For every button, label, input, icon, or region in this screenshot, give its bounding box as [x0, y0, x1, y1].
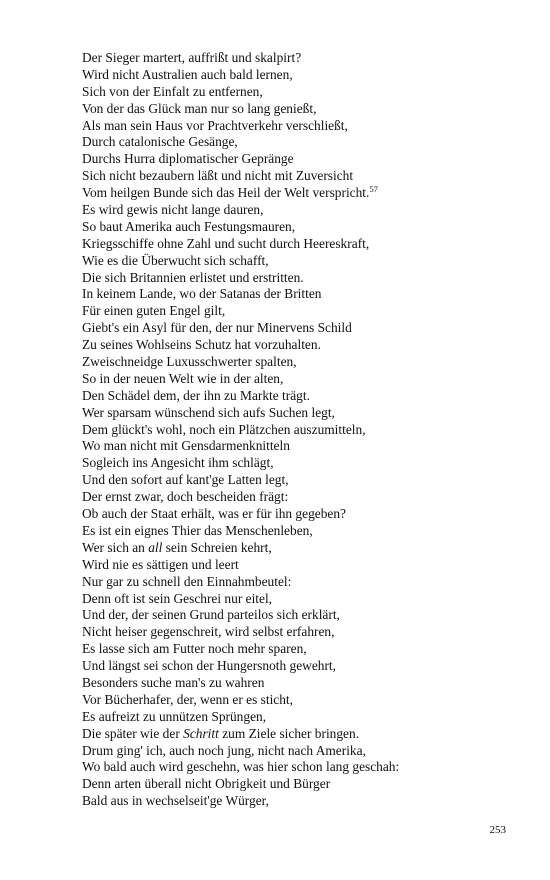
line-text: Ob auch der Staat erhält, was er für ihn gegeben?: [82, 506, 346, 522]
poem-line: [82, 236, 522, 253]
line-text: zum Ziele sicher bringen.: [218, 725, 360, 741]
line-text: Sich nicht bezaubern läßt und nicht mit Zuversicht: [82, 168, 354, 184]
poem-line: [82, 675, 522, 692]
poem-line: [82, 692, 522, 709]
poem-line: [82, 776, 522, 793]
emphasized-text: all: [148, 539, 163, 555]
poem-line: [82, 84, 522, 101]
poem-line: [82, 574, 522, 591]
line-text: Es aufreizt zu unnützen Sprüngen,: [82, 708, 267, 724]
line-text: Wo man nicht mit Gensdarmenknitteln: [82, 438, 290, 454]
poem-line: [82, 607, 522, 624]
line-text: Vom heilgen Bunde sich das Heil der Welt verspricht.: [82, 185, 370, 201]
line-text: Und der, der seinen Grund parteilos sich erklärt,: [82, 607, 340, 623]
poem-line: [82, 641, 522, 658]
poem-line: [82, 506, 522, 523]
poem-line: [82, 320, 522, 337]
line-text: Giebt's ein Asyl für den, der nur Minervens Schild: [82, 320, 352, 336]
line-text: Und längst sei schon der Hungersnoth gewehrt,: [82, 658, 336, 674]
line-text: So in der neuen Welt wie in der alten,: [82, 370, 284, 386]
line-text: Für einen guten Engel gilt,: [82, 303, 226, 319]
poem-line: [82, 101, 522, 118]
poem-line: [82, 202, 522, 219]
line-text: Sogleich ins Angesicht ihm schlägt,: [82, 455, 274, 471]
line-text: Wer sich an: [82, 539, 149, 555]
poem-line: [82, 337, 522, 354]
poem-line: [82, 134, 522, 151]
line-text: Bald aus in wechselseit'ge Würger,: [82, 793, 269, 809]
poem-line: [82, 405, 522, 422]
poem-line: [82, 50, 522, 67]
poem-line: [82, 151, 522, 168]
line-text: Und den sofort auf kant'ge Latten legt,: [82, 472, 289, 488]
poem-line: [82, 759, 522, 776]
poem-line: [82, 67, 522, 84]
poem-line: [82, 118, 522, 135]
line-text: Es lasse sich am Futter noch mehr sparen,: [82, 641, 307, 657]
line-text: Von der das Glück man nur so lang genießt,: [82, 100, 317, 116]
poem-line: [82, 726, 522, 743]
poem-line: [82, 709, 522, 726]
poem-line: [82, 557, 522, 574]
poem-line: [82, 354, 522, 371]
poem-line: [82, 472, 522, 489]
page-number: 253: [489, 824, 506, 836]
line-text: Besonders suche man's zu wahren: [82, 674, 265, 690]
line-text: Als man sein Haus vor Prachtverkehr verschließt,: [82, 117, 348, 133]
line-text: Wo bald auch wird geschehn, was hier schon lang geschah:: [82, 759, 400, 775]
poem-line: [82, 303, 522, 320]
poem-line: [82, 743, 522, 760]
line-text: Den Schädel dem, der ihn zu Markte trägt.: [82, 387, 310, 403]
line-text: Wird nie es sättigen und leert: [82, 556, 239, 572]
poem-line: [82, 438, 522, 455]
line-text: Nicht heiser gegenschreit, wird selbst erfahren,: [82, 624, 335, 640]
poem-line: [82, 168, 522, 185]
line-text: Der Sieger martert, auffrißt und skalpirt?: [82, 50, 302, 65]
poem-line: [82, 658, 522, 675]
poem-line: [82, 624, 522, 641]
line-text: Die sich Britannien erlistet und erstritten.: [82, 269, 304, 285]
footnote-marker: 57: [369, 184, 378, 195]
poem-line: [82, 253, 522, 270]
line-text: Denn arten überall nicht Obrigkeit und Bürger: [82, 776, 331, 792]
line-text: Die später wie der: [82, 725, 184, 741]
line-text: Drum ging' ich, auch noch jung, nicht nach Amerika,: [82, 742, 366, 758]
poem-line: [82, 270, 522, 287]
poem-line: [82, 489, 522, 506]
poem-line: [82, 591, 522, 608]
poem-line: [82, 371, 522, 388]
line-text: Zweischneidge Luxusschwerter spalten,: [82, 354, 297, 370]
poem-line: [82, 523, 522, 540]
line-text: Durch catalonische Gesänge,: [82, 134, 238, 150]
line-text: Wie es die Überwucht sich schafft,: [82, 252, 269, 268]
emphasized-text: Schritt: [183, 725, 219, 741]
line-text: sein Schreien kehrt,: [162, 539, 272, 555]
line-text: Wer sparsam wünschend sich aufs Suchen legt,: [82, 404, 335, 420]
poem-line: [82, 793, 522, 810]
line-text: Es wird gewis nicht lange dauren,: [82, 202, 264, 218]
line-text: Dem glückt's wohl, noch ein Plätzchen auszumitteln,: [82, 421, 366, 437]
line-text: Kriegsschiffe ohne Zahl und sucht durch Heereskraft,: [82, 235, 370, 251]
poem-text: [82, 50, 522, 810]
line-text: In keinem Lande, wo der Satanas der Britten: [82, 286, 322, 302]
poem-line: [82, 422, 522, 439]
poem-line: [82, 286, 522, 303]
poem-line: [82, 185, 522, 202]
line-text: Durchs Hurra diplomatischer Gepränge: [82, 151, 294, 167]
poem-line: [82, 219, 522, 236]
line-text: Denn oft ist sein Geschrei nur eitel,: [82, 590, 273, 606]
line-text: Der ernst zwar, doch bescheiden frägt:: [82, 489, 289, 505]
line-text: Vor Bücherhafer, der, wenn er es sticht,: [82, 691, 293, 707]
poem-line: [82, 388, 522, 405]
line-text: Zu seines Wohlseins Schutz hat vorzuhalten.: [82, 337, 321, 353]
line-text: Wird nicht Australien auch bald lernen,: [82, 66, 293, 82]
line-text: Es ist ein eignes Thier das Menschenleben,: [82, 522, 313, 538]
poem-line: [82, 455, 522, 472]
poem-line: [82, 540, 522, 557]
line-text: Nur gar zu schnell den Einnahmbeutel:: [82, 573, 292, 589]
line-text: So baut Amerika auch Festungsmauren,: [82, 218, 296, 234]
line-text: Sich von der Einfalt zu entfernen,: [82, 83, 263, 99]
